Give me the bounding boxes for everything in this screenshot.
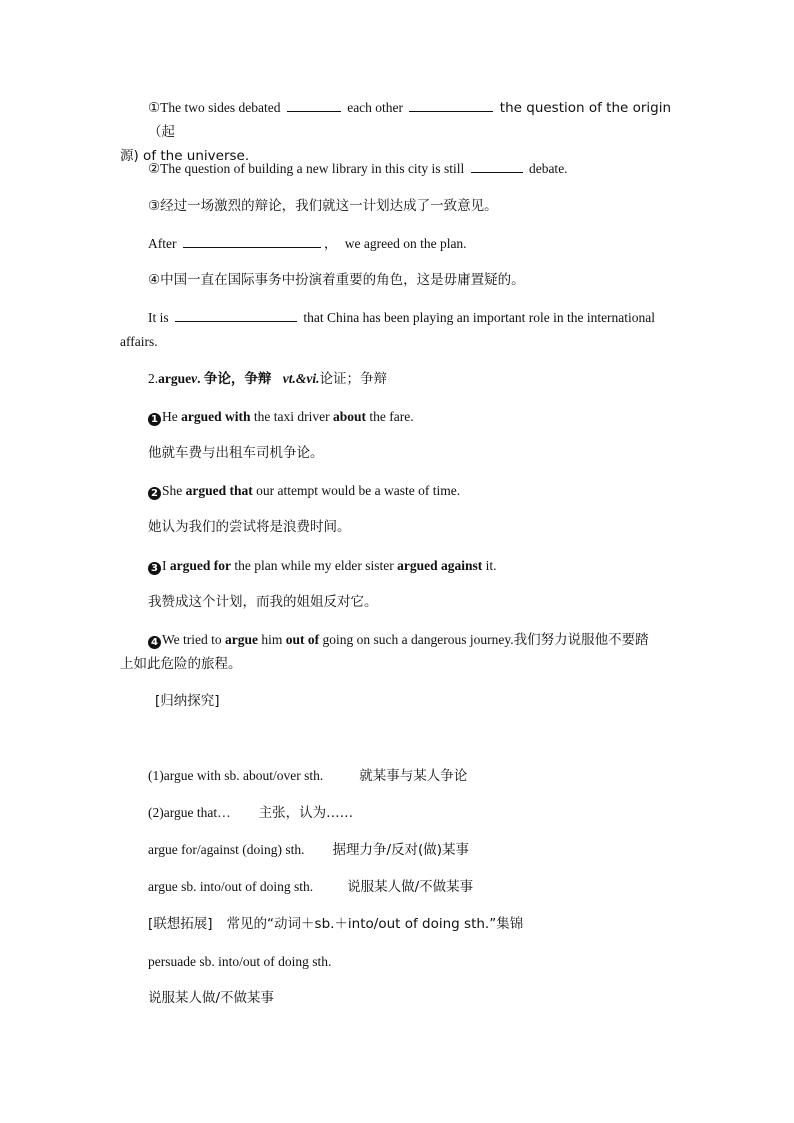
number-badge: 1 (148, 413, 161, 426)
usage-1: (1)argue with sb. about/over sth. 就某事与某人争论 (148, 768, 468, 784)
answer-blank[interactable] (471, 158, 523, 173)
phrase-1: persuade sb. into/out of doing sth. (148, 954, 332, 969)
exercise-3: ③经过一场激烈的辩论，我们就这一计划达成了一致意见。 (148, 198, 498, 214)
word-heading: 2.arguev. 争论，争辩 vt.&vi.论证；争辩 (148, 371, 387, 387)
exercise-4-translation: It is that China has been playing an important role in the international affairs. (148, 306, 676, 354)
exercise-4: ④中国一直在国际事务中扮演着重要的角色，这是毋庸置疑的。 (148, 272, 525, 288)
summary-label: [归纳探究] (155, 693, 220, 709)
example-4: 4 We tried to argue him out of going on such a dangerous journey.我们努力说服他不要踏 上如此危险的旅程。 (120, 632, 649, 672)
usage-4: argue sb. into/out of doing sth. 说服某人做/不做某事 (148, 879, 474, 895)
phrase-1-translation: 说服某人做/不做某事 (148, 990, 275, 1006)
exercise-2: ②The question of building a new library in this city is still debate. (148, 157, 676, 181)
answer-blank[interactable] (175, 307, 297, 322)
example-3-translation: 我赞成这个计划，而我的姐姐反对它。 (148, 594, 378, 610)
example-2: 2 She argued that our attempt would be a waste of time. (148, 479, 676, 503)
exercise-number: ③ (148, 198, 161, 214)
example-3: 3 I argued for the plan while my elder sister argued against it. (148, 554, 676, 578)
usage-2: (2)argue that… 主张，认为…… (148, 805, 354, 821)
example-2-translation: 她认为我们的尝试将是浪费时间。 (148, 519, 351, 535)
example-1: 1 He argued with the taxi driver about the fare. (148, 405, 676, 429)
usage-3: argue for/against (doing) sth. 据理力争/反对(做)某事 (148, 842, 470, 858)
number-badge: 2 (148, 487, 161, 500)
exercise-1: ①The two sides debated each other the question of the origin（起 源) of the universe. (148, 96, 676, 168)
number-badge: 4 (148, 636, 161, 649)
answer-blank[interactable] (183, 233, 321, 248)
example-1-translation: 他就车费与出租车司机争论。 (148, 445, 324, 461)
headword: argue (158, 371, 192, 386)
exercise-number: ① (148, 100, 161, 115)
exercise-3-translation: After ， we agreed on the plan. (148, 232, 676, 256)
exercise-number: ④ (148, 272, 161, 288)
extension: [联想拓展] 常见的“动词＋sb.＋into/out of doing sth.”集锦 (148, 916, 524, 932)
answer-blank[interactable] (287, 97, 341, 112)
extension-label: [联想拓展] (148, 916, 213, 932)
answer-blank[interactable] (409, 97, 493, 112)
number-badge: 3 (148, 562, 161, 575)
exercise-number: ② (148, 161, 161, 176)
